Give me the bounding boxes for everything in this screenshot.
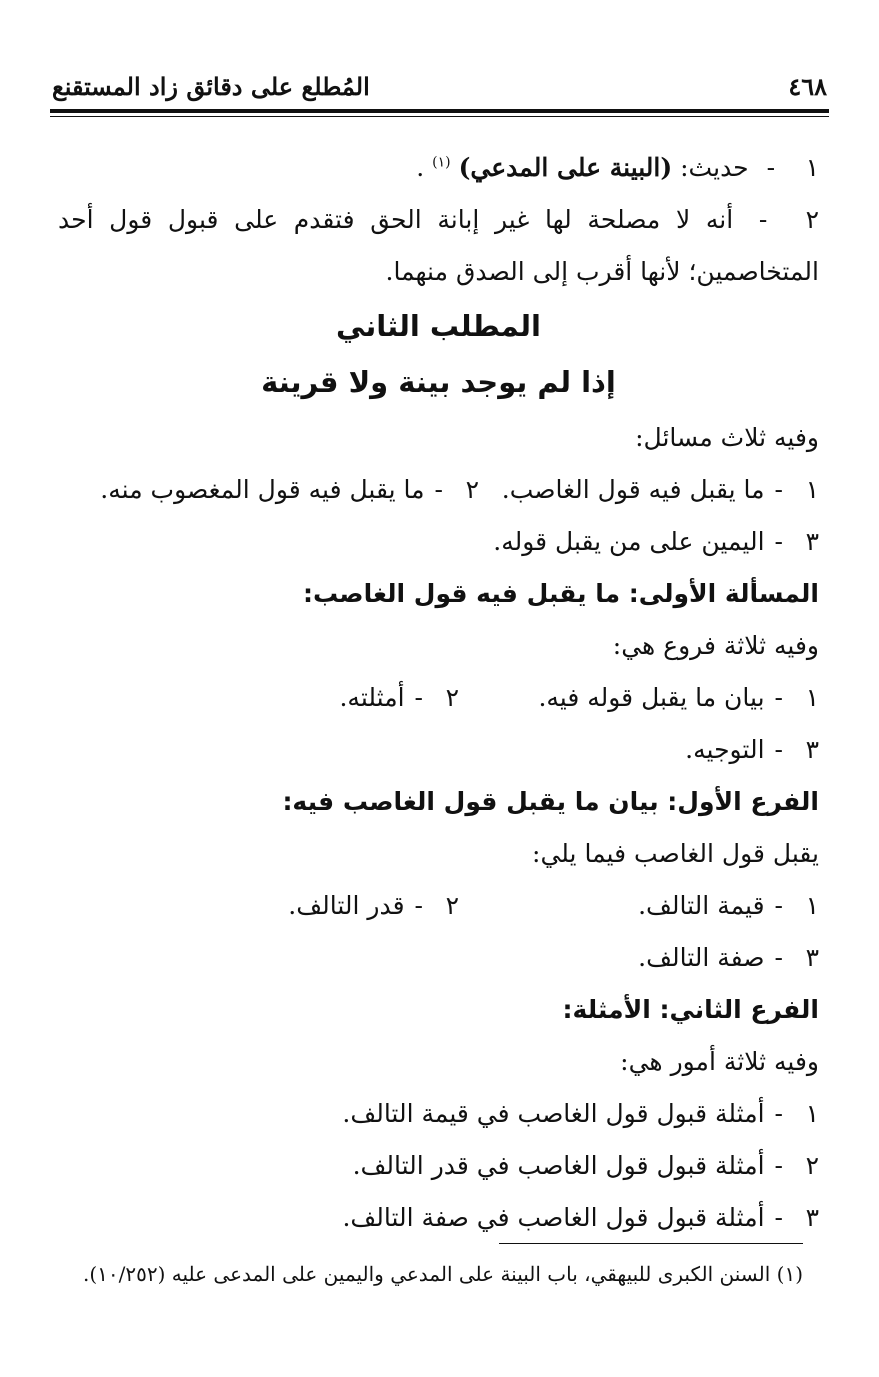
item-number: ٢	[805, 205, 819, 234]
item-dash: -	[758, 205, 768, 234]
item-dash: -	[414, 683, 423, 712]
branch-heading: الفرع الثاني: الأمثلة:	[562, 995, 819, 1024]
item-dash: -	[434, 475, 443, 504]
list-row	[58, 464, 819, 516]
item-number: ٣	[805, 527, 819, 556]
evidence-item-2-continued: المتخاصمين؛ لأنها أقرب إلى الصدق منهما.	[385, 257, 819, 286]
item-number: ١	[805, 475, 819, 504]
item-number: ١	[805, 683, 819, 712]
list-item	[58, 724, 819, 776]
item-end: .	[416, 153, 425, 182]
list-item	[288, 880, 459, 932]
issue-heading: المسألة الأولى: ما يقبل فيه قول الغاصب:	[302, 579, 819, 608]
item-text: ما يقبل فيه قول المغصوب منه.	[100, 475, 425, 504]
item-number: ٢	[805, 1151, 819, 1180]
main-text	[58, 142, 819, 1244]
list-item	[502, 464, 819, 516]
item-number: ٢	[465, 475, 479, 504]
item-dash: -	[774, 683, 783, 712]
header-rule-thin	[50, 116, 829, 117]
item-dash: -	[774, 475, 783, 504]
list-item	[100, 464, 479, 516]
item-dash: -	[414, 891, 423, 920]
item-number: ١	[805, 153, 819, 182]
list-row	[58, 672, 819, 724]
item-number: ٢	[445, 891, 459, 920]
evidence-item-2	[58, 194, 819, 246]
item-dash: -	[774, 527, 783, 556]
list-item	[58, 1088, 819, 1140]
item-text: صفة التالف.	[638, 943, 765, 972]
item-dash: -	[774, 943, 783, 972]
item-dash: -	[774, 1099, 783, 1128]
item-text: أمثلة قبول قول الغاصب في قدر التالف.	[352, 1151, 765, 1180]
item-number: ٣	[805, 943, 819, 972]
list-item	[339, 672, 459, 724]
item-text: ما يقبل فيه قول الغاصب.	[501, 475, 765, 504]
item-text: أمثلة قبول قول الغاصب في قيمة التالف.	[342, 1099, 765, 1128]
list-item	[638, 880, 819, 932]
item-dash: -	[774, 1151, 783, 1180]
item-number: ٣	[805, 735, 819, 764]
book-title: المُطلع على دقائق زاد المستقنع	[52, 72, 370, 101]
item-text: أمثلة قبول قول الغاصب في صفة التالف.	[342, 1203, 765, 1232]
intro-text: وفيه ثلاثة فروع هي:	[612, 631, 819, 660]
list-item	[538, 672, 819, 724]
intro-text: يقبل قول الغاصب فيما يلي:	[532, 839, 819, 868]
item-number: ١	[805, 1099, 819, 1128]
intro-text: وفيه ثلاثة أمور هي:	[620, 1047, 819, 1076]
item-text: بيان ما يقبل قوله فيه.	[538, 683, 765, 712]
page-number: ٤٦٨	[788, 72, 827, 101]
item-text: اليمين على من يقبل قوله.	[493, 527, 765, 556]
item-dash: -	[774, 891, 783, 920]
header-rule-thick	[50, 109, 829, 113]
list-item	[58, 932, 819, 984]
page-header	[52, 72, 827, 106]
section-heading: المطلب الثاني	[336, 309, 541, 343]
hadith-quote: (البينة على المدعي)	[458, 153, 673, 182]
footnote-ref[interactable]: (١)	[432, 154, 451, 171]
item-text: التوجيه.	[685, 735, 765, 764]
item-dash: -	[766, 153, 776, 182]
footnote-divider	[499, 1243, 803, 1244]
item-text: حديث:	[672, 153, 749, 182]
item-text: أمثلته.	[339, 683, 405, 712]
section-subheading: إذا لم يوجد بينة ولا قرينة	[261, 365, 616, 399]
item-text: قيمة التالف.	[638, 891, 765, 920]
intro-text: وفيه ثلاث مسائل:	[635, 423, 819, 452]
evidence-item-1	[58, 142, 819, 194]
branch-heading: الفرع الأول: بيان ما يقبل قول الغاصب فيه:	[282, 787, 819, 816]
item-number: ٣	[805, 1203, 819, 1232]
list-row	[58, 880, 819, 932]
item-text: قدر التالف.	[288, 891, 405, 920]
item-dash: -	[774, 735, 783, 764]
list-item	[58, 516, 819, 568]
list-item	[58, 1192, 819, 1244]
item-text: أنه لا مصلحة لها غير إبانة الحق فتقدم على قبول قول أحد	[58, 205, 734, 234]
item-number: ١	[805, 891, 819, 920]
item-number: ٢	[445, 683, 459, 712]
footnote: (١) السنن الكبرى للبيهقي، باب البينة على المدعي واليمين على المدعى عليه (١٠/٢٥٢).	[82, 1262, 803, 1286]
item-dash: -	[774, 1203, 783, 1232]
list-item	[58, 1140, 819, 1192]
